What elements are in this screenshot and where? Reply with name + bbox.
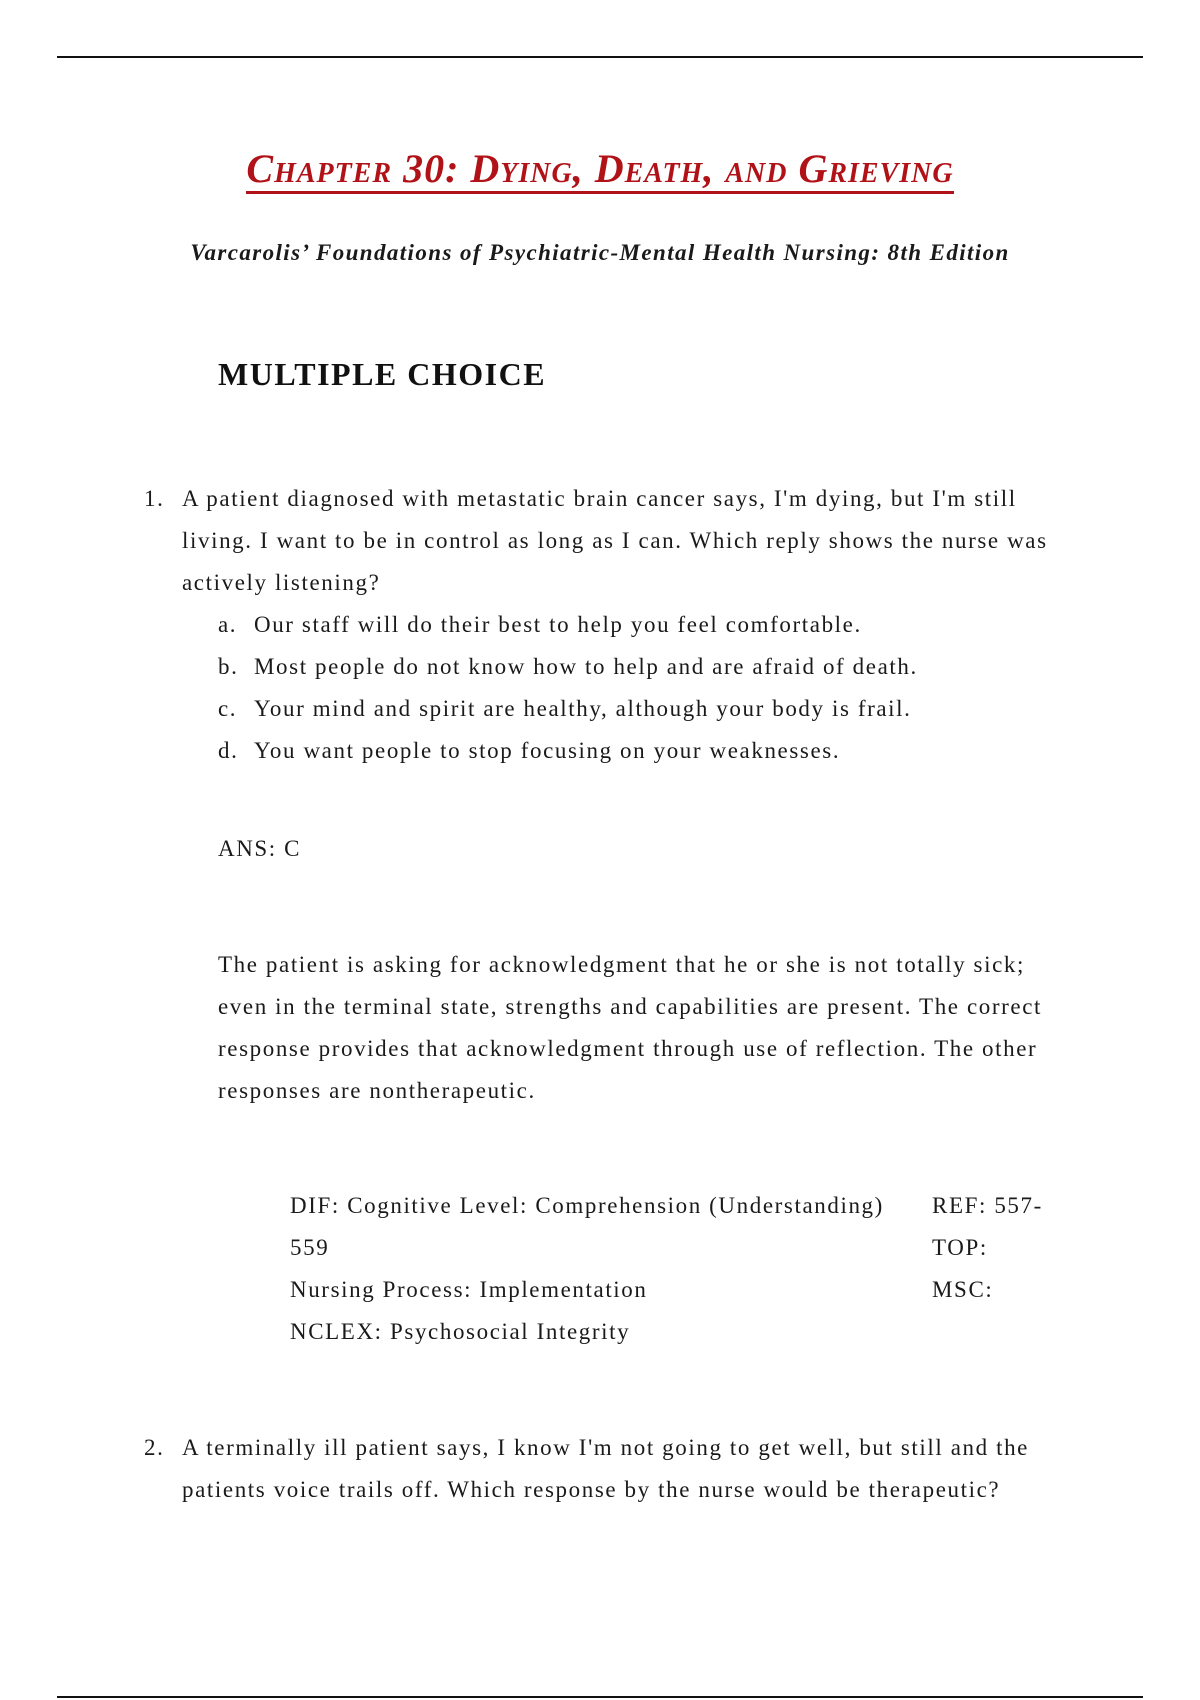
- section-heading: MULTIPLE CHOICE: [218, 356, 547, 392]
- top-rule: [57, 56, 1143, 58]
- chapter-title: [0, 145, 1200, 192]
- option-letter: b.: [218, 654, 239, 679]
- question-number: 2.: [144, 1435, 165, 1460]
- book-subtitle: Varcarolis’ Foundations of Psychiatric-Mental Health Nursing: 8th Edition: [190, 240, 1010, 265]
- option-text: You want people to stop focusing on your weaknesses.: [254, 738, 841, 763]
- answer-options: [218, 604, 1064, 772]
- meta-ref: REF: 557-: [932, 1193, 1043, 1218]
- question-2: [144, 1427, 1064, 1511]
- question-number: 1.: [144, 486, 165, 511]
- option-a: [218, 604, 1064, 646]
- question-stem: A patient diagnosed with metastatic brain cancer says, I'm dying, but I'm still living. I want to be in control as long as I can. Which reply shows the nurse was actively listening?: [182, 486, 1048, 595]
- option-letter: c.: [218, 696, 238, 721]
- option-text: Your mind and spirit are healthy, although your body is frail.: [254, 696, 912, 721]
- meta-nclex: NCLEX: Psychosocial Integrity: [290, 1319, 631, 1344]
- answer-key: ANS: C: [218, 836, 302, 861]
- question-stem: A terminally ill patient says, I know I'm not going to get well, but still and the patients voice trails off. Which response by the nurse would be therapeutic?: [182, 1435, 1029, 1502]
- option-text: Our staff will do their best to help you feel comfortable.: [254, 612, 862, 637]
- meta-ref-pages: 559: [290, 1235, 330, 1260]
- question-1: [144, 478, 1064, 772]
- option-b: [218, 646, 1064, 688]
- chapter-title-text: Chapter 30: Dying, Death, and Grieving: [246, 146, 953, 194]
- rationale: The patient is asking for acknowledgment that he or she is not totally sick; even in the terminal state, strengths and capabilities are present. The correct response provides that acknowledgment through use of reflection. The other responses are nontherapeutic.: [218, 952, 1043, 1103]
- option-letter: a.: [218, 612, 238, 637]
- option-letter: d.: [218, 738, 239, 763]
- meta-difficulty: DIF: Cognitive Level: Comprehension (Understanding): [290, 1193, 884, 1218]
- option-d: [218, 730, 1064, 772]
- meta-msc: MSC:: [932, 1277, 994, 1302]
- option-text: Most people do not know how to help and are afraid of death.: [254, 654, 918, 679]
- bottom-rule: [57, 1696, 1143, 1698]
- metadata-left: [290, 1185, 930, 1353]
- metadata-right: [932, 1185, 1082, 1311]
- meta-top: TOP:: [932, 1235, 988, 1260]
- meta-nursing-process: Nursing Process: Implementation: [290, 1277, 648, 1302]
- option-c: [218, 688, 1064, 730]
